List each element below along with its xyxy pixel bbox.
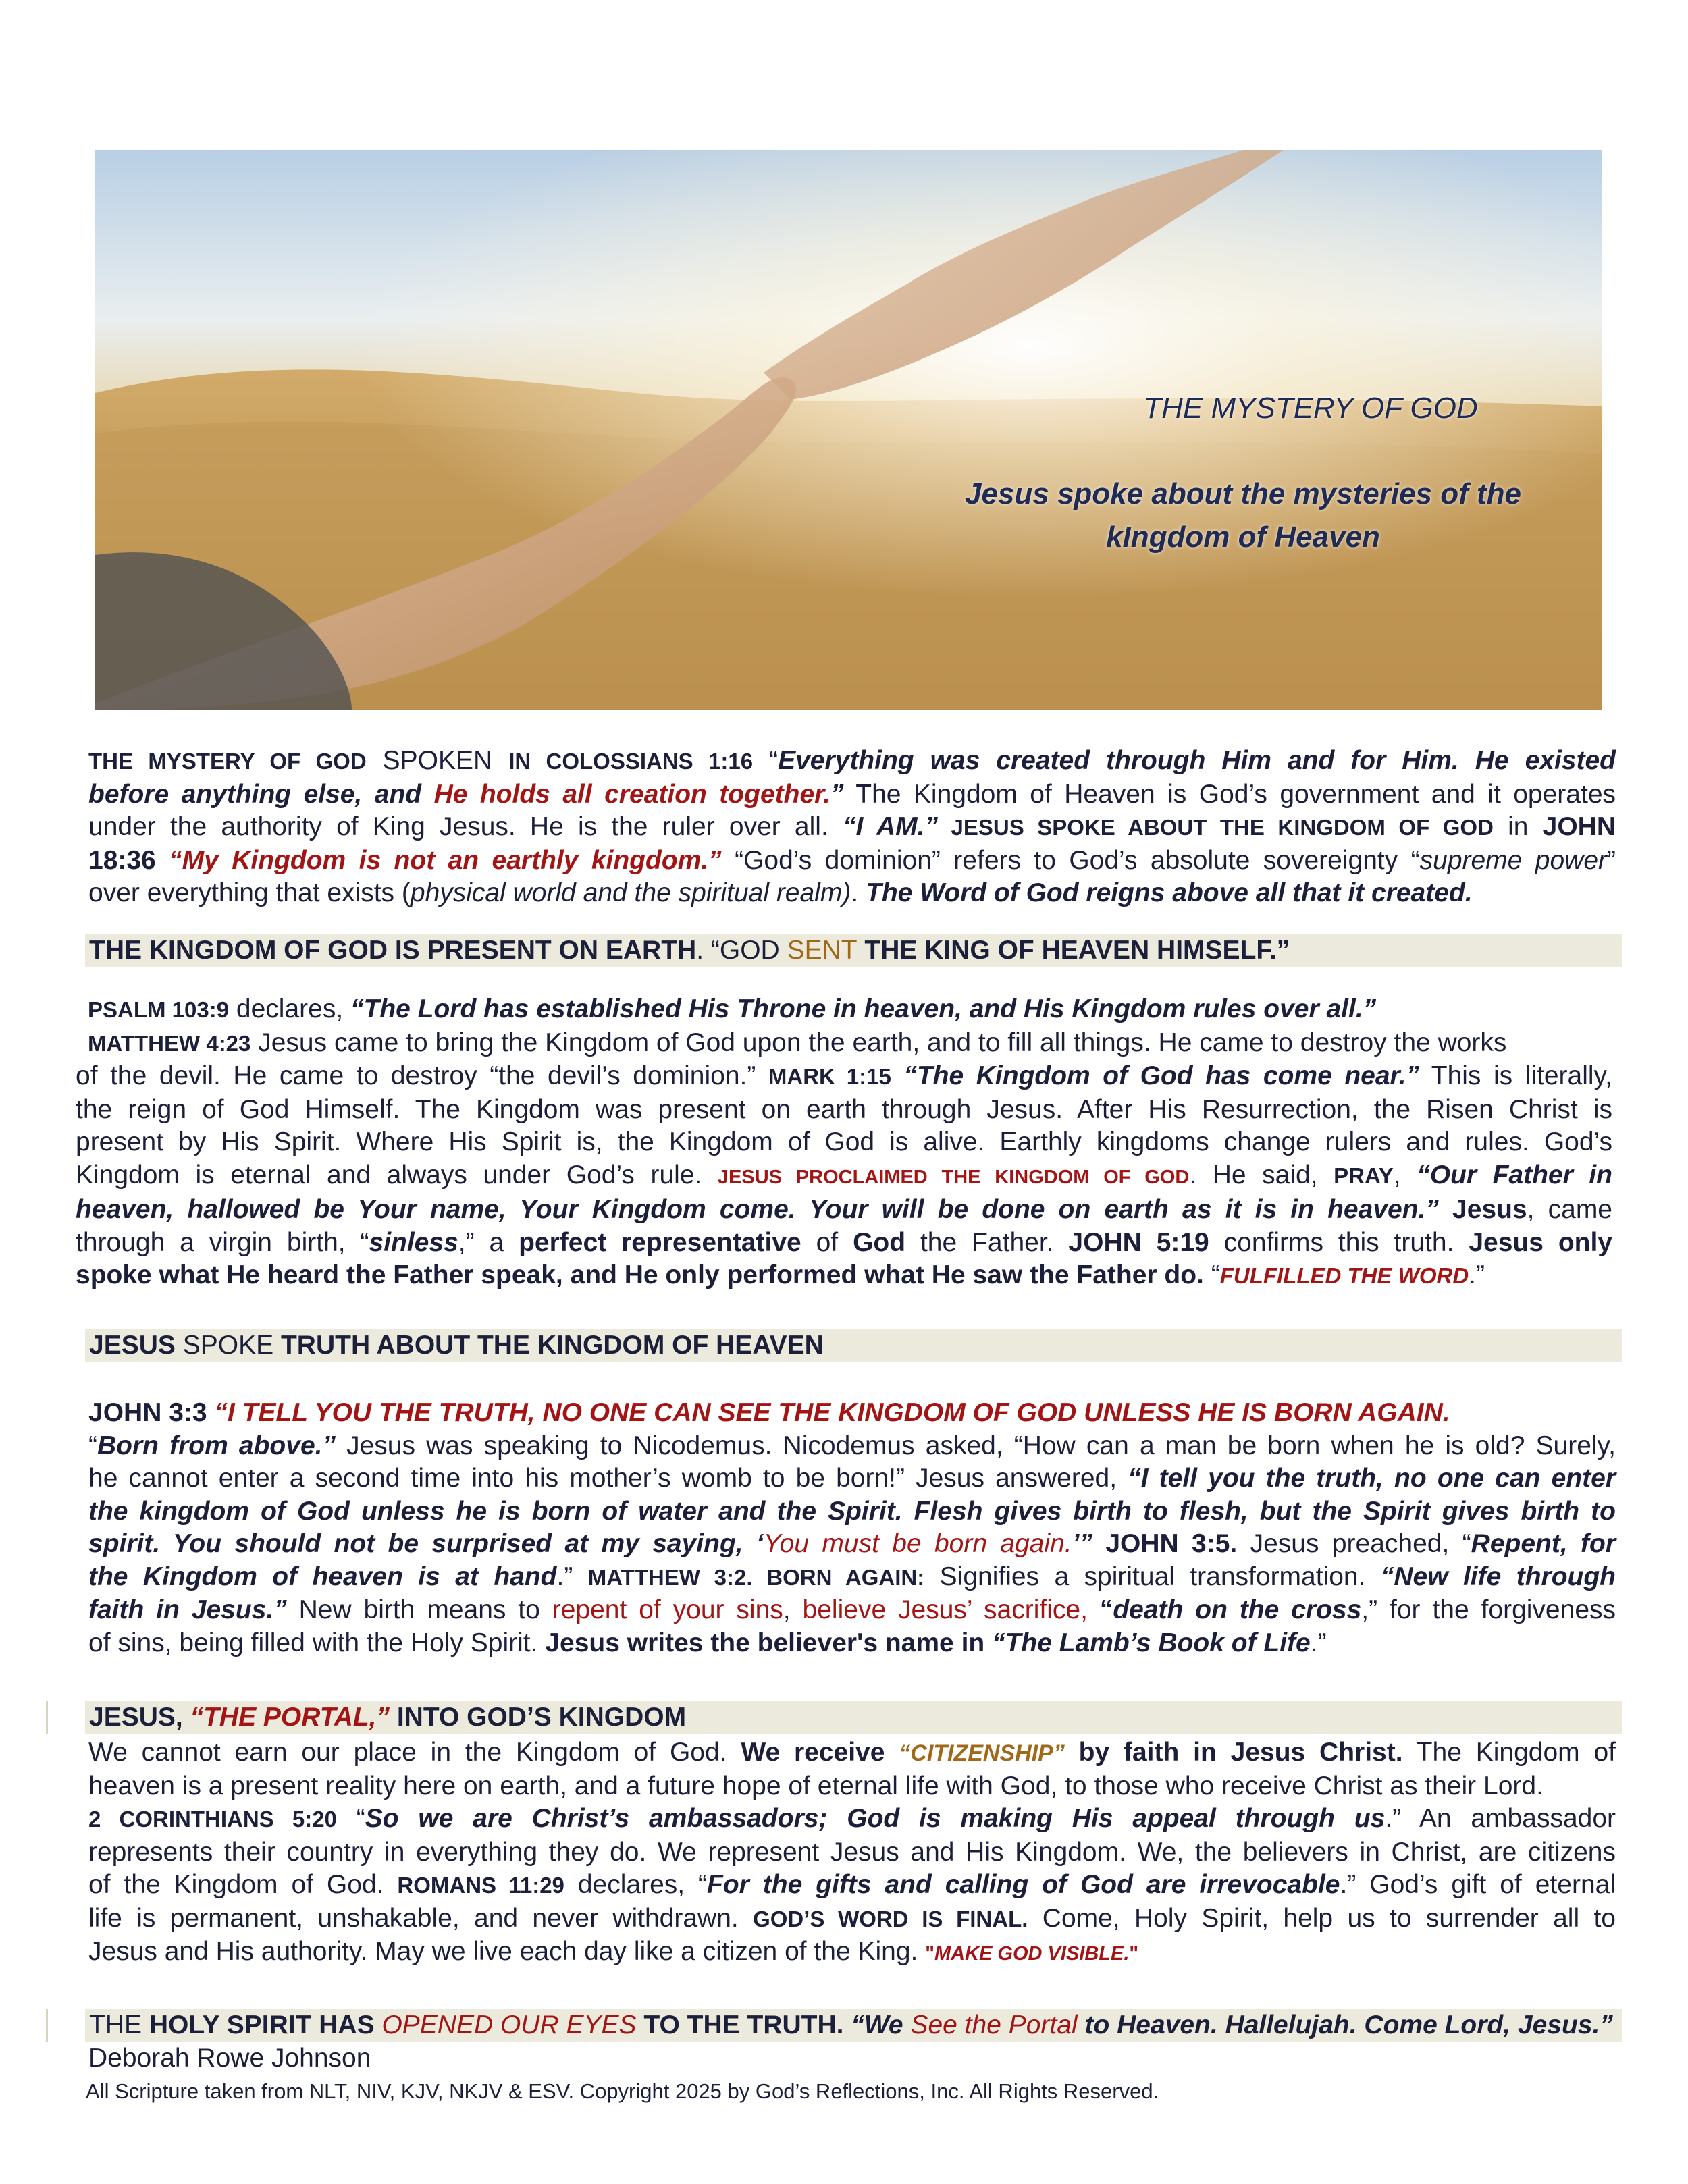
text-run: ” <box>1607 845 1616 875</box>
text-run: ’” <box>1072 1529 1092 1558</box>
text-run: .” <box>1310 1628 1327 1657</box>
text-run: ” <box>830 779 844 809</box>
text-run: THE MYSTERY OF GOD <box>88 749 367 774</box>
scripture-quote: “I TELL YOU THE TRUTH, NO ONE CAN SEE THE KINGDOM OF GOD UNLESS HE IS BORN AGAIN. <box>207 1398 1450 1427</box>
text-run: spoke what He heard the Father speak, and He only performed what He saw the Father do. <box>76 1260 1204 1289</box>
text-run: INTO GOD’S KINGDOM <box>389 1703 687 1732</box>
text-line <box>76 1259 1612 1293</box>
section-heading-holy-spirit <box>85 2009 1622 2042</box>
scripture-ref: ROMANS 11:29 <box>397 1873 564 1898</box>
hero-subtitle <box>946 473 1540 559</box>
text-run: by faith in Jesus Christ. <box>1064 1738 1403 1767</box>
text-line <box>88 1627 1616 1660</box>
scripture-quote: He holds all creation together. <box>433 779 830 809</box>
text-run: to Heaven. Hallelujah. Come Lord, Jesus.” <box>1077 2010 1613 2040</box>
scripture-ref: MATTHEW 4:23 <box>88 1030 251 1056</box>
text-run: THE <box>89 2010 149 2040</box>
text-line <box>76 1060 1612 1094</box>
text-line <box>88 811 1616 845</box>
text-run: physical world and the spiritual realm) <box>410 878 851 907</box>
text-run: JESUS, <box>89 1703 190 1732</box>
text-run: in <box>1493 812 1543 841</box>
text-line <box>88 1936 1616 1971</box>
text-line <box>88 1803 1616 1836</box>
text-run: PRAY <box>1334 1163 1394 1188</box>
hero-title: THE MYSTERY OF GOD <box>1143 392 1478 425</box>
text-run: OPENED OUR EYES <box>381 2010 637 2040</box>
text-line <box>88 1462 1616 1495</box>
text-run: sinless <box>369 1227 458 1257</box>
text-run: ,” a <box>458 1227 519 1257</box>
author-name: Deborah Rowe Johnson <box>88 2044 371 2073</box>
text-run: declares, “ <box>564 1870 708 1899</box>
text-run: , came <box>1527 1195 1613 1224</box>
text-run: .” An ambassador <box>1385 1804 1616 1833</box>
text-run: . <box>851 878 866 907</box>
text-run: the Father. <box>905 1227 1069 1257</box>
text-run: JESUS PROCLAIMED THE KINGDOM OF GOD <box>717 1166 1190 1188</box>
text-run: Jesus came to bring the Kingdom of God upon the earth, and to fill all things. He came to destroy the works <box>250 1028 1507 1057</box>
text-line <box>88 845 1616 878</box>
text-run: HOLY SPIRIT HAS <box>149 2010 382 2040</box>
text-run: “ <box>88 1431 97 1460</box>
scripture-ref: IN COLOSSIANS 1:16 <box>508 749 754 774</box>
text-run: JESUS <box>89 1331 176 1360</box>
scripture-quote: heaven, hallowed be Your name, Your Kingdom come. Your will be done on earth as it is in heaven.” <box>76 1195 1439 1224</box>
text-line <box>88 1902 1616 1936</box>
text-line <box>88 1736 1616 1770</box>
text-line <box>88 1836 1616 1869</box>
text-run: God <box>853 1227 906 1257</box>
text-run: heaven is a present reality here on earth, and a future hope of eternal life with God, to those who receive Christ as their Lord. <box>88 1771 1544 1801</box>
text-run: Jesus <box>1438 1195 1527 1224</box>
scripture-ref: JOHN 3:3 <box>88 1398 207 1427</box>
text-run: TRUTH ABOUT THE KINGDOM OF HEAVEN <box>280 1331 824 1360</box>
text-run: FULFILLED THE WORD <box>1219 1263 1469 1288</box>
text-run: The Kingdom of <box>1402 1738 1616 1767</box>
section-heading-kingdom-present <box>85 934 1622 967</box>
text-run: “THE PORTAL,” <box>190 1703 390 1732</box>
text-run: “ <box>336 1804 365 1833</box>
text-run: repent of your sins <box>552 1595 783 1624</box>
scripture-quote: “The Kingdom of God has come near.” <box>891 1061 1419 1090</box>
text-line <box>88 1495 1616 1528</box>
scripture-quote: “The Lord has established His Throne in heaven, and His Kingdom rules over all.” <box>350 994 1377 1023</box>
scripture-ref: JOHN 5:19 <box>1068 1227 1209 1257</box>
scripture-ref: JOHN <box>1542 812 1616 841</box>
text-run: “ <box>1087 1595 1113 1624</box>
text-run: .” God’s gift of eternal <box>1340 1870 1616 1899</box>
scripture-ref: MATTHEW 3:2. BORN AGAIN: <box>587 1564 925 1590</box>
text-run: over everything that exists ( <box>88 878 411 907</box>
margin-mark <box>46 2009 48 2042</box>
text-run: confirms this truth. <box>1209 1227 1469 1257</box>
hero-photo <box>95 150 1602 710</box>
text-run: JESUS SPOKE ABOUT THE KINGDOM OF GOD <box>938 815 1494 840</box>
text-line <box>88 778 1616 811</box>
paragraph-kingdom-present <box>76 993 1612 1293</box>
text-run: perfect representative <box>519 1227 801 1257</box>
scripture-ref: 18:36 <box>88 845 156 875</box>
text-run: Jesus preached, “ <box>1237 1529 1471 1558</box>
text-run: the reign of God Himself. The Kingdom was present on earth through Jesus. After His Resurrection, the Risen Christ is <box>76 1094 1612 1124</box>
text-run: Born from above.” <box>97 1431 336 1460</box>
text-run: We cannot earn our place in the Kingdom of God. <box>88 1738 741 1767</box>
text-line <box>88 1528 1616 1561</box>
text-run: writes the believer's name in <box>619 1628 985 1657</box>
text-run: " <box>925 1943 934 1965</box>
text-run: The Word of God reigns above all that it created. <box>866 878 1473 907</box>
scripture-quote: the kingdom of God unless he is born of water and the Spirit. Flesh gives birth to flesh, but the Spirit gives birth to <box>88 1496 1616 1526</box>
text-run: “ <box>1203 1260 1220 1289</box>
text-run: of <box>801 1227 853 1257</box>
text-line <box>88 877 1616 910</box>
text-run: faith in Jesus.” <box>88 1595 287 1624</box>
text-run: “New life through <box>1380 1562 1616 1591</box>
text-run: GOD’S WORD IS FINAL. <box>753 1906 1028 1932</box>
scripture-quote: Repent, for <box>1471 1529 1616 1558</box>
scripture-quote: So we are Christ’s ambassadors; God is making His appeal through us <box>365 1804 1386 1833</box>
text-run: See the Portal <box>910 2010 1078 2040</box>
text-run: of the Kingdom of God. <box>88 1870 398 1899</box>
text-run: TO THE TRUTH. <box>636 2010 851 2040</box>
text-run: . “GOD <box>696 936 787 965</box>
text-run: Come, Holy Spirit, help us to surrender all to <box>1028 1903 1616 1933</box>
text-run: .” <box>556 1562 588 1591</box>
text-run: “We <box>851 2010 911 2040</box>
text-line <box>88 1770 1616 1803</box>
text-line <box>88 1397 1616 1430</box>
text-line <box>88 745 1616 778</box>
hero-image <box>95 150 1602 710</box>
text-line <box>88 1869 1616 1902</box>
section-heading-spoke-truth <box>85 1329 1622 1362</box>
copyright-footer: All Scripture taken from NLT, NIV, KJV, NKJV & ESV. Copyright 2025 by God’s Reflections, Inc. All Rights Reserved. <box>86 2079 1159 2103</box>
scripture-quote: the Kingdom of heaven is at hand <box>88 1562 557 1591</box>
paragraph-citizenship <box>88 1736 1616 1971</box>
scripture-ref: JOHN 3:5. <box>1092 1529 1238 1558</box>
text-run: he cannot enter a second time into his mother’s womb to be born!” Jesus answered, <box>88 1464 1128 1493</box>
text-run: declares, <box>229 994 350 1023</box>
text-run: . He said, <box>1189 1160 1334 1190</box>
text-run: , <box>1393 1160 1417 1190</box>
margin-mark <box>46 1701 48 1734</box>
text-run: We receive <box>741 1738 899 1767</box>
text-line <box>76 1194 1612 1227</box>
text-run: believe Jesus’ sacrifice, <box>802 1595 1088 1624</box>
text-run: The Kingdom of Heaven is God’s government and it operates <box>843 779 1616 809</box>
hero-subtitle-line1: Jesus spoke about the mysteries of the <box>964 477 1522 510</box>
text-run: death on the cross <box>1113 1595 1362 1624</box>
text-run: life is permanent, unshakable, and never withdrawn. <box>88 1903 754 1933</box>
scripture-ref: PSALM 103:9 <box>88 997 230 1022</box>
text-run: , <box>783 1595 803 1624</box>
text-run: THE KINGDOM OF GOD IS PRESENT ON EARTH <box>89 936 697 965</box>
scripture-quote: Everything was created through Him and for Him. He existed <box>778 746 1616 775</box>
text-run: supreme power <box>1419 845 1607 875</box>
text-run: " <box>1129 1943 1139 1965</box>
text-line <box>88 1594 1616 1627</box>
text-run: of sins, being filled with the Holy Spirit. <box>88 1628 546 1657</box>
text-run: Jesus was speaking to Nicodemus. Nicodemus asked, “How can a man be born when he is old? Surely, <box>335 1431 1616 1460</box>
text-run: New birth means to <box>286 1595 552 1624</box>
text-run: under the authority of King Jesus. He is the ruler over all. <box>88 812 843 841</box>
text-run: “God’s dominion” refers to God’s absolute sovereignty “ <box>721 845 1420 875</box>
text-line <box>76 1094 1612 1127</box>
text-line <box>76 1159 1612 1194</box>
text-run: “The Lamb’s Book of Life <box>984 1628 1311 1657</box>
text-line <box>88 1561 1616 1595</box>
text-run: Jesus <box>545 1628 620 1657</box>
text-line <box>76 1027 1612 1061</box>
text-run: SPOKE <box>175 1331 281 1360</box>
text-run: MAKE GOD VISIBLE. <box>934 1943 1130 1965</box>
text-run: Jesus only <box>1469 1227 1612 1257</box>
scripture-quote: “My Kingdom is not an earthly kingdom.” <box>155 845 722 875</box>
text-run: Kingdom is eternal and always under God’s rule. <box>76 1160 718 1190</box>
paragraph-mystery <box>88 745 1616 910</box>
scripture-quote: “Our Father in <box>1417 1160 1612 1190</box>
text-run: SPOKEN <box>366 746 509 775</box>
scripture-quote: “I tell you the truth, no one can enter <box>1128 1464 1616 1493</box>
text-run: .” <box>1469 1260 1485 1289</box>
scripture-ref: MARK 1:15 <box>768 1064 891 1089</box>
scripture-ref: 2 CORINTHIANS 5:20 <box>88 1807 337 1832</box>
text-run: THE KING OF HEAVEN HIMSELF.” <box>857 936 1290 965</box>
text-line <box>76 1126 1612 1159</box>
scripture-quote: For the gifts and calling of God are irrevocable <box>707 1870 1340 1899</box>
hero-subtitle-line2: kIngdom of Heaven <box>1106 521 1380 554</box>
text-line <box>76 1227 1612 1260</box>
text-run: Signifies a spiritual transformation. <box>924 1562 1381 1591</box>
section-heading-the-portal <box>85 1701 1622 1734</box>
scripture-quote: spirit. You should not be surprised at my saying, ‘ <box>88 1529 764 1558</box>
scripture-quote: before anything else, and <box>88 779 434 809</box>
text-run: Jesus and His authority. May we live each day like a citizen of the King. <box>88 1937 926 1966</box>
text-run: present by His Spirit. Where His Spirit is, the Kingdom of God is alive. Earthly kingdoms change rulers and rules. God’s <box>76 1127 1612 1156</box>
text-run: ,” for the forgiveness <box>1361 1595 1616 1624</box>
text-line <box>76 993 1612 1027</box>
scripture-quote: You must be born again. <box>763 1529 1072 1558</box>
text-run: “CITIZENSHIP” <box>899 1740 1065 1766</box>
text-line <box>88 1430 1616 1463</box>
text-run: of the devil. He came to destroy “the devil’s dominion.” <box>76 1061 768 1090</box>
paragraph-born-again <box>88 1397 1616 1659</box>
text-run: “I AM.” <box>842 812 939 841</box>
text-run: “ <box>753 746 779 775</box>
text-run: represents their country in everything they do. We represent Jesus and His Kingdom. We, the believers in Christ, are citizens <box>88 1837 1616 1867</box>
text-run: SENT <box>787 936 858 965</box>
text-run: through a virgin birth, “ <box>76 1227 369 1257</box>
text-run: This is literally, <box>1419 1061 1612 1090</box>
